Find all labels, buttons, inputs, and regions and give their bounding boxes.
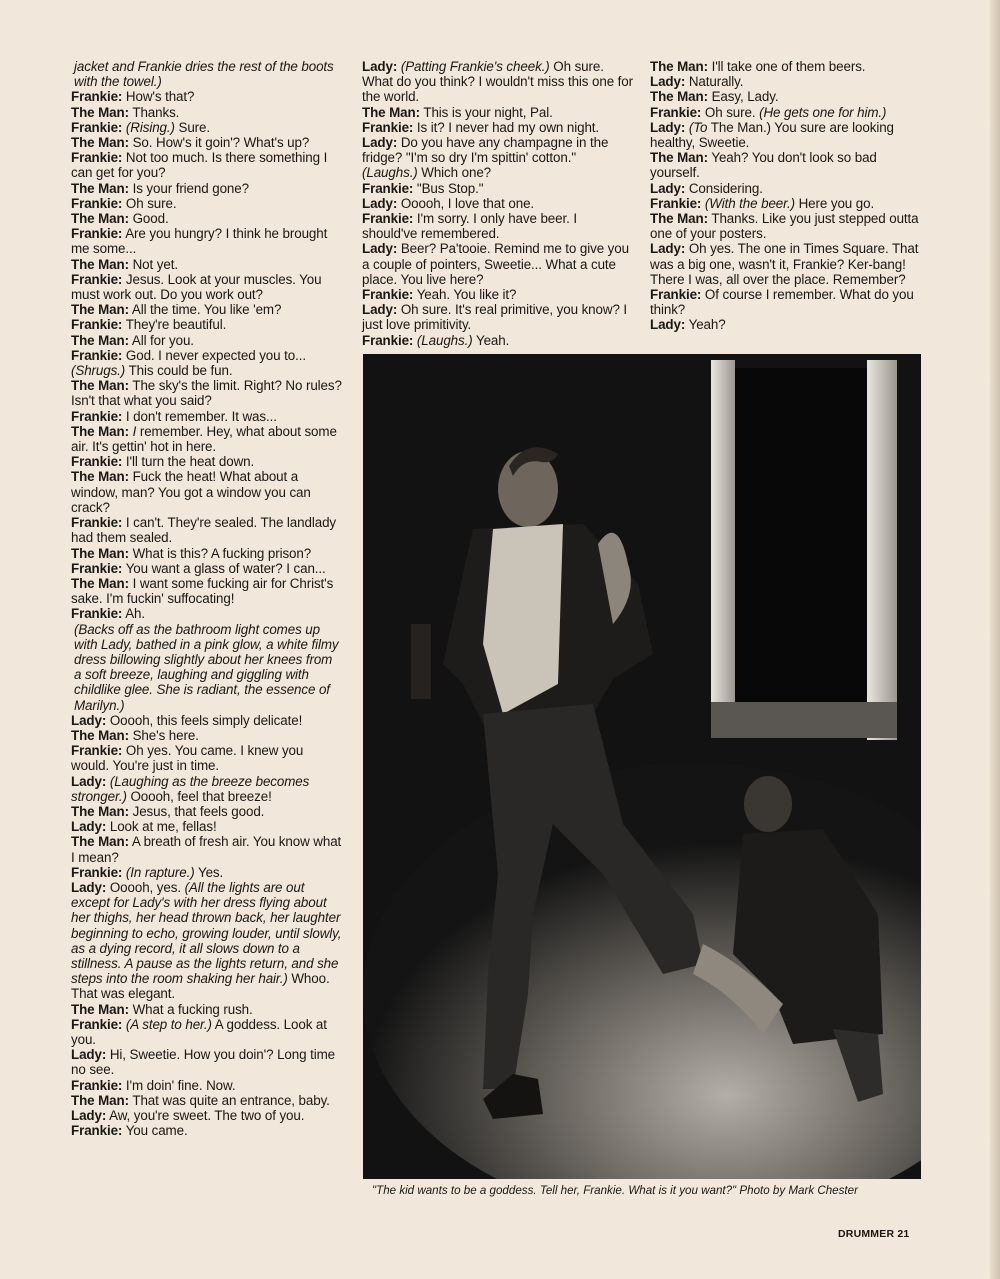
speaker-name: Frankie: [362,332,414,348]
spoken-text: Which one? [421,165,492,181]
spoken-text: I want some fucking air for Christ's sake. I'm fuckin' suffocating! [71,575,334,607]
spoken-text: Ooooh, this feels simply delicate! [109,712,303,728]
speaker-name: Frankie: [71,119,123,135]
dialogue-line [71,622,343,713]
spoken-text: Yeah? You don't look so bad yourself. [650,150,877,181]
spoken-text: Easy, Lady. [711,89,779,105]
spoken-text: A goddess. Look at you. [71,1016,327,1047]
dialogue-line [71,1078,343,1093]
speaker-name: The Man: [71,256,129,272]
speaker-name: Frankie: [650,104,702,120]
dialogue-line [650,59,922,74]
spoken-text: Sure. [178,119,211,135]
dialogue-line [71,546,343,561]
speaker-name: The Man: [71,575,129,591]
spoken-text: Hi, Sweetie. How you doin'? Long time no see. [71,1047,335,1078]
dialogue-line [71,865,343,880]
speaker-name: The Man: [71,727,129,743]
dialogue-line [650,120,922,150]
spoken-text: Aw, you're sweet. The two of you. [109,1108,305,1124]
spoken-text: Look at me, fellas! [109,819,217,835]
speaker-name: The Man: [71,302,129,318]
stage-photo-image [363,354,921,1179]
dialogue-line [71,409,343,424]
speaker-name: The Man: [71,211,129,227]
speaker-name: Frankie: [650,195,702,211]
dialogue-line [71,743,343,773]
speaker-name: Frankie: [362,211,414,227]
speaker-name: The Man: [71,378,129,394]
spoken-text: Ah. [125,606,145,622]
speaker-name: The Man: [71,1001,129,1017]
spoken-text: Beer? Pa'tooie. Remind me to give you a couple of pointers, Sweetie... What a cute place. You live here? [362,241,629,287]
dialogue-line [71,317,343,332]
speaker-name: Frankie: [71,454,123,470]
spoken-text: I can't. They're sealed. The landlady had them sealed. [71,515,337,546]
stage-direction: (Backs off as the bathroom light comes up with Lady, bathed in a pink glow, a white filmy dress billowing slightly about her knees from a soft breeze, laughing and giggling with childlike glee. She is radiant, the essence of Marilyn.) [74,621,339,713]
spoken-text: Thanks. Like you just stepped outta one of your posters. [650,211,919,242]
dialogue-line [650,317,922,332]
dialogue-line [650,211,922,241]
dialogue-line [650,89,922,104]
spoken-text: Oh sure. It's real primitive, you know? I just love primitivity. [362,302,628,333]
speaker-name: Lady: [362,302,398,318]
stage-direction: (A step to her.) [125,1016,212,1032]
dialogue-line [71,1002,343,1017]
spoken-text: I'm doin' fine. Now. [125,1077,236,1093]
dialogue-line [650,74,922,89]
dialogue-line [71,728,343,743]
dialogue-line [362,211,635,241]
spoken-text: They're beautiful. [125,317,227,333]
stage-direction: (Laughs.) [362,165,418,181]
spoken-text: Oh sure. [704,104,756,120]
spoken-text: I'll turn the heat down. [125,454,255,470]
speaker-name: Lady: [71,879,107,895]
speaker-name: Frankie: [71,271,123,287]
speaker-name: The Man: [71,180,129,196]
spoken-text: Oh yes. You came. I knew you would. You're just in time. [71,743,304,774]
dialogue-line [362,196,635,211]
stage-direction: (Shrugs.) [71,363,126,379]
spoken-text: A breath of fresh air. You know what I mean? [71,834,342,865]
dialogue-line [650,196,922,211]
spoken-text: Considering. [688,180,763,196]
dialogue-line [71,515,343,545]
speaker-name: The Man: [71,104,129,120]
speaker-name: Lady: [362,241,398,257]
spoken-text: That was quite an entrance, baby. [132,1092,330,1108]
dialogue-line [71,804,343,819]
speaker-name: Frankie: [71,1123,123,1139]
stage-direction: jacket and Frankie dries the rest of the boots with the towel.) [74,59,334,90]
spoken-text: Is your friend gone? [132,180,249,196]
spoken-text: Jesus, that feels good. [132,803,265,819]
spoken-text: Yeah? [688,317,726,333]
speaker-name: Lady: [650,241,686,257]
spoken-text: The sky's the limit. Right? No rules? Isn't that what you said? [71,378,342,409]
speaker-name: The Man: [650,150,708,166]
speaker-name: Frankie: [71,89,123,105]
dialogue-line [71,561,343,576]
dialogue-line [71,181,343,196]
spoken-text: This is your night, Pal. [423,104,553,120]
dialogue-line [71,348,343,378]
dialogue-line [362,333,635,348]
speaker-name: The Man: [650,59,708,74]
speaker-name: Frankie: [71,1077,123,1093]
stage-direction: (Rising.) [125,119,175,135]
spoken-text: Yeah. You like it? [416,287,517,303]
speaker-name: Lady: [71,773,107,789]
spoken-text: Naturally. [688,74,744,90]
speaker-name: The Man: [71,545,129,561]
spoken-text: You want a glass of water? I can... [125,560,326,576]
spoken-text: God. I never expected you to... [125,347,306,363]
speaker-name: Frankie: [362,287,414,303]
spoken-text: I don't remember. It was... [125,408,277,424]
stage-direction: (Patting Frankie's cheek.) [400,59,550,74]
dialogue-line [71,226,343,256]
stage-photo [363,354,921,1179]
dialogue-line [362,120,635,135]
spoken-text: Oh yes. The one in Times Square. That was a big one, wasn't it, Frankie? Ker-bang! There I was, all over the place. Remember? [650,241,919,287]
spoken-text: She's here. [132,727,199,743]
dialogue-line [362,59,635,105]
dialogue-line [71,1017,343,1047]
dialogue-line [71,454,343,469]
speaker-name: Frankie: [71,317,123,333]
dialogue-line [362,302,635,332]
dialogue-line [71,576,343,606]
text-column-3 [650,59,922,333]
spoken-text: Are you hungry? I think he brought me some... [71,226,328,257]
dialogue-line [362,105,635,120]
speaker-name: Frankie: [71,515,123,531]
speaker-name: Frankie: [71,150,123,166]
stage-direction: (Laughing as the breeze becomes stronger.) [71,773,310,804]
speaker-name: Frankie: [71,560,123,576]
spoken-text: Do you have any champagne in the fridge? "I'm so dry I'm spittin' cotton." [362,135,609,166]
dialogue-line [71,89,343,104]
spoken-text: How's that? [125,89,195,105]
dialogue-line [71,880,343,1002]
dialogue-line [71,211,343,226]
page-edge [990,0,1000,1279]
page-folio: DRUMMER 21 [838,1228,910,1240]
spoken-text: This could be fun. [128,363,233,379]
spoken-text: Of course I remember. What do you think? [650,287,914,318]
stage-direction: I [132,423,137,439]
dialogue-line [71,424,343,454]
spoken-text: I'm sorry. I only have beer. I should've remembered. [362,211,577,242]
speaker-name: Lady: [650,317,686,333]
dialogue-line [71,105,343,120]
spoken-text: Yeah. [475,332,510,348]
spoken-text: Oh sure. What do you think? I wouldn't miss this one for the world. [362,59,634,105]
stage-direction: (To [688,119,708,135]
speaker-name: Lady: [650,119,686,135]
spoken-text: Ooooh, feel that breeze! [130,788,272,804]
speaker-name: The Man: [650,89,708,105]
dialogue-line [71,469,343,515]
speaker-name: Frankie: [71,743,123,759]
speaker-name: The Man: [71,423,129,439]
dialogue-line [71,333,343,348]
dialogue-line [650,181,922,196]
spoken-text: remember. Hey, what about some air. It's gettin' hot in here. [71,423,337,455]
dialogue-line [71,59,343,89]
dialogue-line [71,120,343,135]
spoken-text: Here you go. [798,195,875,211]
speaker-name: The Man: [71,803,129,819]
speaker-name: Lady: [362,135,398,151]
dialogue-line [71,834,343,864]
dialogue-line [71,135,343,150]
dialogue-line [71,257,343,272]
dialogue-line [650,241,922,287]
speaker-name: Lady: [71,712,107,728]
spoken-text: Is it? I never had my own night. [416,119,600,135]
spoken-text: Ooooh, yes. [109,879,181,895]
dialogue-line [71,272,343,302]
dialogue-line [650,150,922,180]
dialogue-line [71,713,343,728]
spoken-text: Fuck the heat! What about a window, man? You got a window you can crack? [71,469,311,515]
spoken-text: What a fucking rush. [132,1001,253,1017]
dialogue-line [71,1047,343,1077]
speaker-name: The Man: [71,834,129,850]
speaker-name: The Man: [71,469,129,485]
dialogue-line [71,1093,343,1108]
stage-direction: (Laughs.) [416,332,473,348]
speaker-name: Lady: [71,1108,107,1124]
speaker-name: Lady: [650,74,686,90]
spoken-text: You came. [125,1123,188,1139]
dialogue-line [71,1123,343,1138]
speaker-name: The Man: [362,104,420,120]
dialogue-line [362,241,635,287]
speaker-name: The Man: [71,135,129,151]
photo-caption: "The kid wants to be a goddess. Tell her, Frankie. What is it you want?" Photo by Mark Chester [372,1184,858,1197]
speaker-name: Frankie: [71,606,123,622]
speaker-name: Frankie: [362,180,414,196]
spoken-text: All the time. You like 'em? [131,302,282,318]
spoken-text: The Man.) You sure are looking healthy, Sweetie. [650,119,894,151]
spoken-text: Thanks. [132,104,180,120]
speaker-name: Lady: [71,1047,107,1063]
dialogue-line [71,378,343,408]
dialogue-line [650,287,922,317]
speaker-name: Frankie: [71,864,123,880]
spoken-text: Whoo. That was elegant. [71,971,330,1002]
speaker-name: Frankie: [71,347,123,363]
speaker-name: Frankie: [650,287,702,303]
dialogue-line [71,302,343,317]
spoken-text: I'll take one of them beers. [711,59,866,74]
dialogue-line [362,135,635,181]
spoken-text: Oh sure. [125,195,177,211]
speaker-name: Lady: [362,59,398,74]
spoken-text: Not too much. Is there something I can get for you? [71,150,328,181]
speaker-name: The Man: [650,211,708,227]
dialogue-line [362,287,635,302]
speaker-name: Lady: [71,819,107,835]
dialogue-line [650,105,922,120]
speaker-name: Frankie: [362,119,414,135]
dialogue-line [71,819,343,834]
text-column-1 [71,59,343,1138]
speaker-name: The Man: [71,1092,129,1108]
spoken-text: Not yet. [132,256,178,272]
dialogue-line [362,181,635,196]
speaker-name: Frankie: [71,195,123,211]
speaker-name: Frankie: [71,226,123,242]
spoken-text: "Bus Stop." [416,180,484,196]
speaker-name: The Man: [71,332,129,348]
dialogue-line [71,150,343,180]
stage-direction: (With the beer.) [704,195,795,211]
stage-direction: (In rapture.) [125,864,195,880]
spoken-text: All for you. [131,332,194,348]
dialogue-line [71,606,343,621]
dialogue-line [71,774,343,804]
speaker-name: Frankie: [71,1016,123,1032]
stage-direction: (All the lights are out except for Lady's with her dress flying about her thighs, her head thrown back, her laughter beginning to echo, growing louder, until slowly, as a dying record, it all slows down to a stillness. A pause as the lights return, and she steps into the room shaking her hair.) [71,879,342,987]
text-column-2 [362,59,635,348]
spoken-text: What is this? A fucking prison? [132,545,312,561]
spoken-text: Jesus. Look at your muscles. You must work out. Do you work out? [71,271,322,303]
spoken-text: So. How's it goin'? What's up? [132,135,310,151]
speaker-name: Frankie: [71,408,123,424]
spoken-text: Ooooh, I love that one. [400,195,535,211]
spoken-text: Yes. [197,864,224,880]
dialogue-line [71,196,343,211]
speaker-name: Lady: [650,180,686,196]
stage-direction: (He gets one for him.) [759,104,887,120]
speaker-name: Lady: [362,195,398,211]
spoken-text: Good. [132,211,169,227]
dialogue-line [71,1108,343,1123]
